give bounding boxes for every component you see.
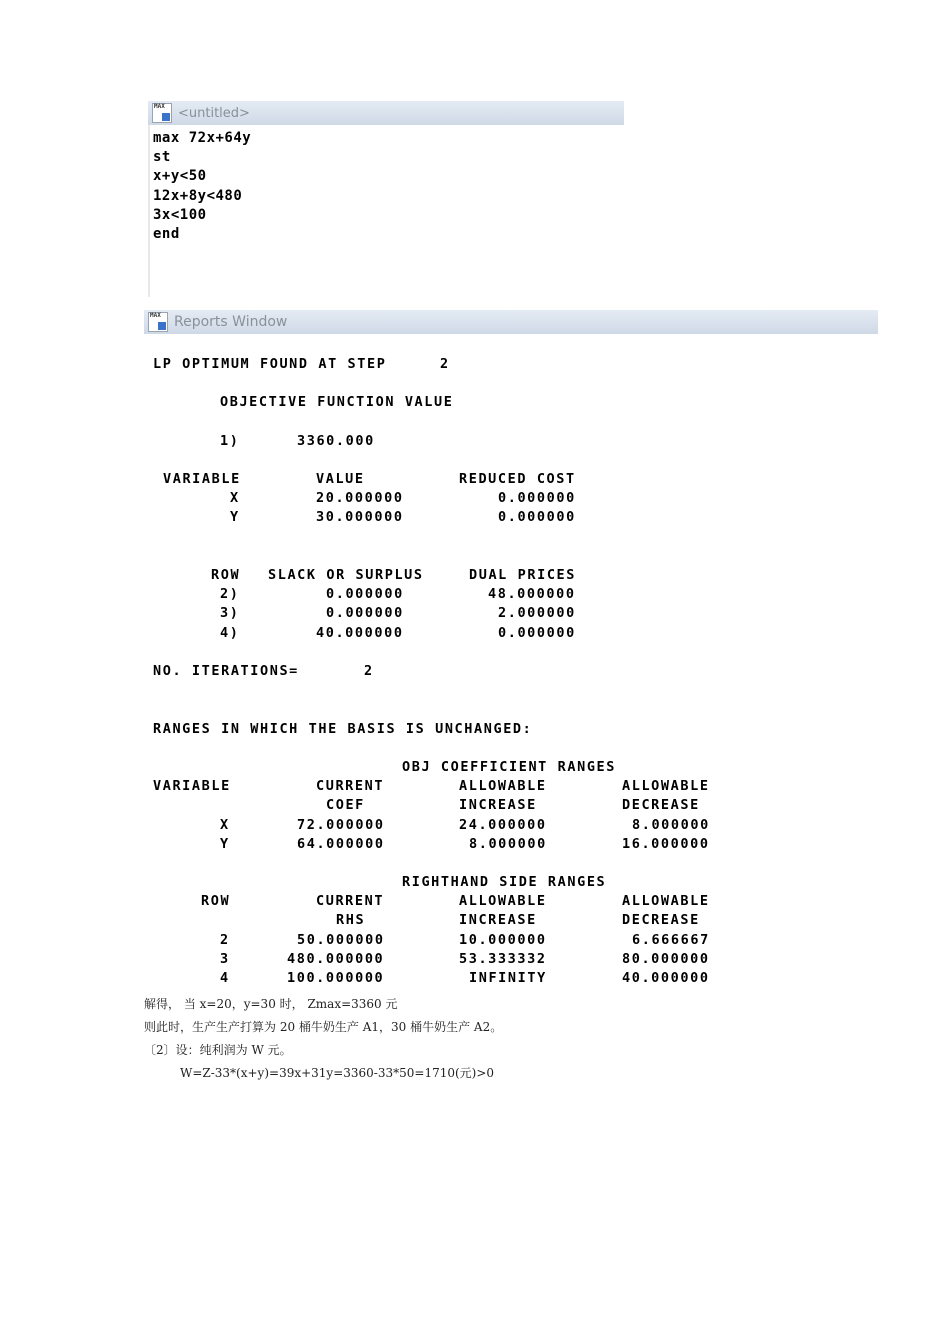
var-header-reduced-cost: REDUCED COST — [459, 471, 576, 487]
ranges-header: RANGES IN WHICH THE BASIS IS UNCHANGED: — [153, 721, 533, 737]
objective-value: 3360.000 — [297, 433, 375, 449]
rhs-header: CURRENT — [316, 893, 385, 909]
var-value: 30.000000 — [316, 509, 404, 525]
obj-decrease: 16.000000 — [622, 836, 710, 852]
iterations-value: 2 — [364, 663, 374, 679]
obj-subheader: COEF — [326, 797, 365, 813]
iterations-label: NO. ITERATIONS= — [153, 663, 299, 679]
rhs-row: 2 — [220, 932, 230, 948]
row-slack: 0.000000 — [326, 605, 404, 621]
var-header-value: VALUE — [316, 471, 365, 487]
model-text-area[interactable] — [153, 129, 251, 244]
obj-header: CURRENT — [316, 778, 385, 794]
code-line: x+y<50 — [153, 168, 207, 185]
obj-subheader: INCREASE — [459, 797, 537, 813]
rhs-decrease: 40.000000 — [622, 970, 710, 986]
rhs-current: 50.000000 — [297, 932, 385, 948]
editor-margin — [148, 125, 150, 297]
rhs-header: ROW — [201, 893, 231, 909]
objective-row: 1) — [220, 433, 240, 449]
var-name: Y — [230, 509, 240, 525]
rhs-decrease: 6.666667 — [632, 932, 710, 948]
reports-titlebar[interactable] — [144, 310, 878, 334]
row-slack: 0.000000 — [326, 586, 404, 602]
row-id: 2) — [220, 586, 240, 602]
code-line: 12x+8y<480 — [153, 187, 243, 204]
reports-title: Reports Window — [174, 314, 288, 330]
note-line: W=Z-33*(x+y)=39x+31y=3360-33*50=1710(元)>0 — [180, 1066, 495, 1080]
var-name: X — [230, 490, 240, 506]
rhs-subheader: DECREASE — [622, 912, 700, 928]
optimum-label: LP OPTIMUM FOUND AT STEP — [153, 356, 387, 372]
obj-var: Y — [220, 836, 230, 852]
row-dual: 2.000000 — [498, 605, 576, 621]
optimum-step: 2 — [440, 356, 450, 372]
row-dual: 0.000000 — [498, 625, 576, 641]
var-reduced-cost: 0.000000 — [498, 509, 576, 525]
model-editor-window — [148, 101, 624, 297]
rhs-increase: 10.000000 — [459, 932, 547, 948]
row-header-row: ROW — [211, 567, 241, 583]
obj-header: ALLOWABLE — [622, 778, 710, 794]
editor-title: <untitled> — [178, 105, 250, 121]
rhs-row: 3 — [220, 951, 230, 967]
obj-subheader: DECREASE — [622, 797, 700, 813]
rhs-subheader: INCREASE — [459, 912, 537, 928]
lindo-app-icon: MAX — [148, 312, 168, 332]
var-header-variable: VARIABLE — [163, 471, 241, 487]
row-slack: 40.000000 — [316, 625, 404, 641]
code-line: max 72x+64y — [153, 130, 252, 146]
obj-header: ALLOWABLE — [459, 778, 547, 794]
rhs-increase: INFINITY — [469, 970, 547, 986]
rhs-increase: 53.333332 — [459, 951, 547, 967]
rhs-subheader: RHS — [336, 912, 366, 928]
row-dual: 48.000000 — [488, 586, 576, 602]
rhs-ranges-title: RIGHTHAND SIDE RANGES — [402, 874, 607, 890]
obj-increase: 8.000000 — [469, 836, 547, 852]
rhs-header: ALLOWABLE — [459, 893, 547, 909]
editor-titlebar[interactable] — [148, 101, 624, 125]
obj-decrease: 8.000000 — [632, 817, 710, 833]
obj-current: 72.000000 — [297, 817, 385, 833]
obj-current: 64.000000 — [297, 836, 385, 852]
note-line: 解得， 当 x=20，y=30 时， Zmax=3360 元 — [144, 997, 398, 1011]
note-line: 〔2〕设：纯利润为 W 元。 — [144, 1043, 292, 1057]
lindo-app-icon: MAX — [152, 103, 172, 123]
var-value: 20.000000 — [316, 490, 404, 506]
obj-ranges-title: OBJ COEFFICIENT RANGES — [402, 759, 617, 775]
rhs-header: ALLOWABLE — [622, 893, 710, 909]
objective-header: OBJECTIVE FUNCTION VALUE — [220, 394, 454, 410]
note-line: 则此时，生产生产打算为 20 桶牛奶生产 A1，30 桶牛奶生产 A2。 — [144, 1020, 503, 1034]
rhs-decrease: 80.000000 — [622, 951, 710, 967]
obj-header: VARIABLE — [153, 778, 231, 794]
obj-increase: 24.000000 — [459, 817, 547, 833]
row-header-dual: DUAL PRICES — [469, 567, 577, 583]
obj-var: X — [220, 817, 230, 833]
code-line: st — [153, 149, 171, 166]
rhs-current: 100.000000 — [287, 970, 385, 986]
rhs-current: 480.000000 — [287, 951, 385, 967]
row-id: 3) — [220, 605, 240, 621]
row-id: 4) — [220, 625, 240, 641]
row-header-slack: SLACK OR SURPLUS — [268, 567, 424, 583]
code-line: 3x<100 — [153, 206, 207, 223]
rhs-row: 4 — [220, 970, 230, 986]
code-line: end — [153, 226, 180, 243]
var-reduced-cost: 0.000000 — [498, 490, 576, 506]
